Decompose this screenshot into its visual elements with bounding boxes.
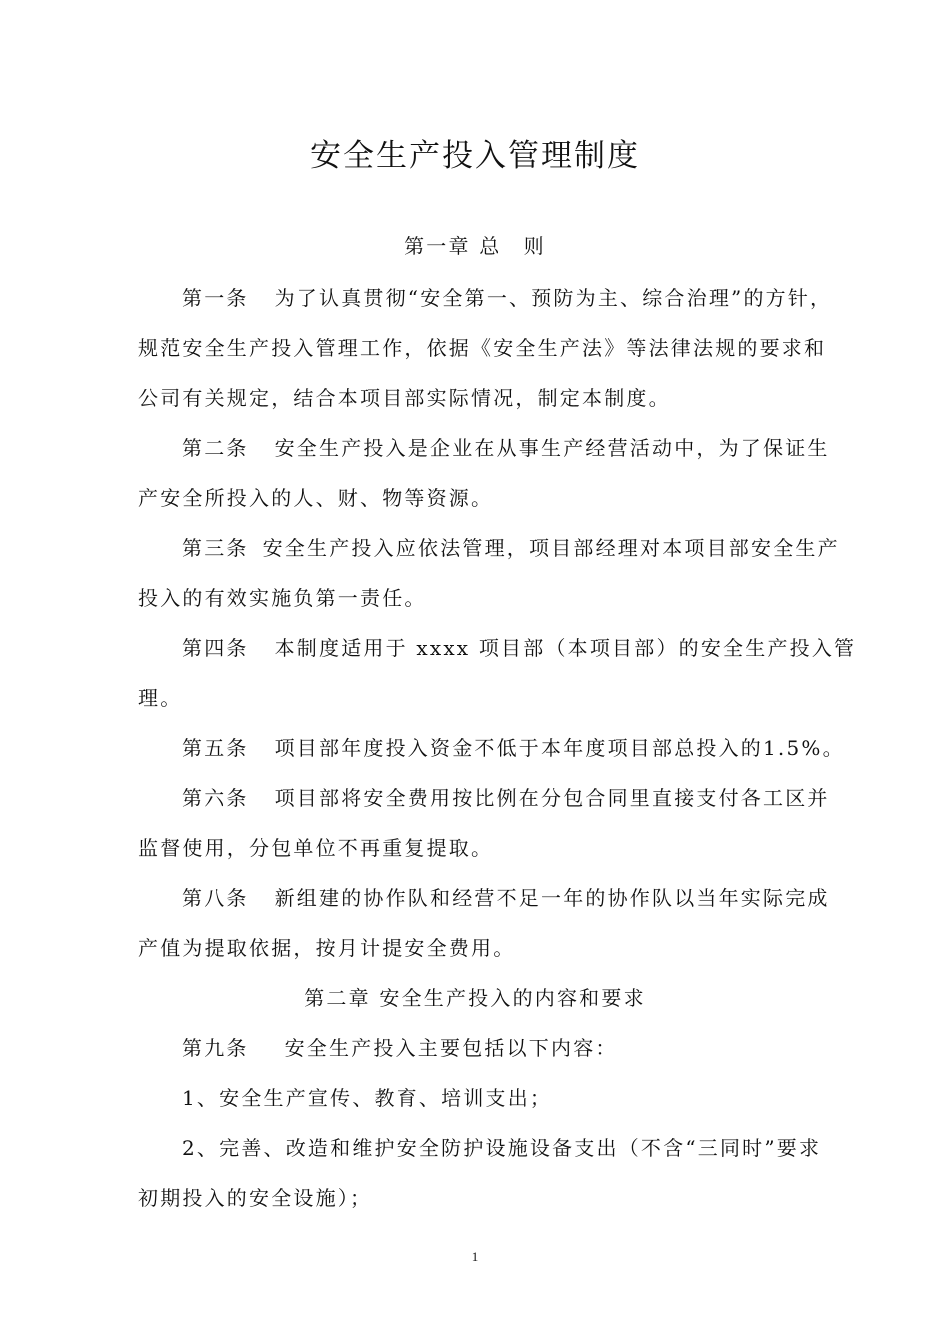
chapter-1-heading: 第一章 总 则: [404, 234, 546, 258]
article-9-text: 安全生产投入主要包括以下内容：: [284, 1036, 618, 1060]
article-4-text-line-1: 本制度适用于 xxxx 项目部（本项目部）的安全生产投入管: [274, 636, 857, 660]
article-4-text-line-2: 理。: [138, 686, 183, 710]
article-9-line: [182, 1033, 618, 1063]
article-2-text-line-2: 产安全所投入的人、财、物等资源。: [138, 486, 494, 510]
article-8-label: 第八条: [182, 886, 249, 910]
article-8-first-line: [182, 883, 830, 913]
article-1-text-line-3: 公司有关规定，结合本项目部实际情况，制定本制度。: [138, 386, 671, 410]
article-6-label: 第六条: [182, 786, 249, 810]
article-3-text-line-2: 投入的有效实施负第一责任。: [138, 586, 427, 610]
article-8-text-line-2: 产值为提取依据，按月计提安全费用。: [138, 936, 516, 960]
article-2-label: 第二条: [182, 436, 249, 460]
article-6-text-line-2: 监督使用，分包单位不再重复提取。: [138, 836, 494, 860]
article-5-label: 第五条: [182, 736, 249, 760]
article-3-first-line: [182, 533, 840, 563]
article-9-label: 第九条: [182, 1036, 249, 1060]
article-8-text-line-1: 新组建的协作队和经营不足一年的协作队以当年实际完成: [274, 886, 830, 910]
chapter-2-heading: 第二章 安全生产投入的内容和要求: [304, 986, 646, 1010]
article-1-label: 第一条: [182, 286, 249, 310]
article-3-label: 第三条: [182, 536, 249, 560]
article-6-text-line-1: 项目部将安全费用按比例在分包合同里直接支付各工区并: [274, 786, 830, 810]
article-2-text-line-1: 安全生产投入是企业在从事生产经营活动中，为了保证生: [274, 436, 830, 460]
list-item-1: 1、安全生产宣传、教育、培训支出；: [182, 1086, 553, 1110]
article-4-label: 第四条: [182, 636, 249, 660]
article-6-first-line: [182, 783, 830, 813]
page-number: 1: [471, 1249, 479, 1264]
document-title: 安全生产投入管理制度: [310, 138, 640, 174]
article-1-first-line: [182, 283, 832, 313]
article-5-text-line-1: 项目部年度投入资金不低于本年度项目部总投入的1.5%。: [274, 736, 845, 760]
list-item-2-line-2: 初期投入的安全设施）；: [138, 1186, 373, 1210]
article-5-first-line: [182, 733, 845, 763]
list-item-2-line-1: 2、完善、改造和维护安全防护设施设备支出（不含“三同时”要求: [182, 1136, 822, 1160]
article-1-text-line-1: 为了认真贯彻“安全第一、预防为主、综合治理”的方针，: [274, 286, 833, 310]
article-4-first-line: [182, 633, 856, 663]
article-2-first-line: [182, 433, 830, 463]
article-1-text-line-2: 规范安全生产投入管理工作，依据《安全生产法》等法律法规的要求和: [138, 336, 827, 360]
article-3-text-line-1: 安全生产投入应依法管理，项目部经理对本项目部安全生产: [262, 536, 840, 560]
